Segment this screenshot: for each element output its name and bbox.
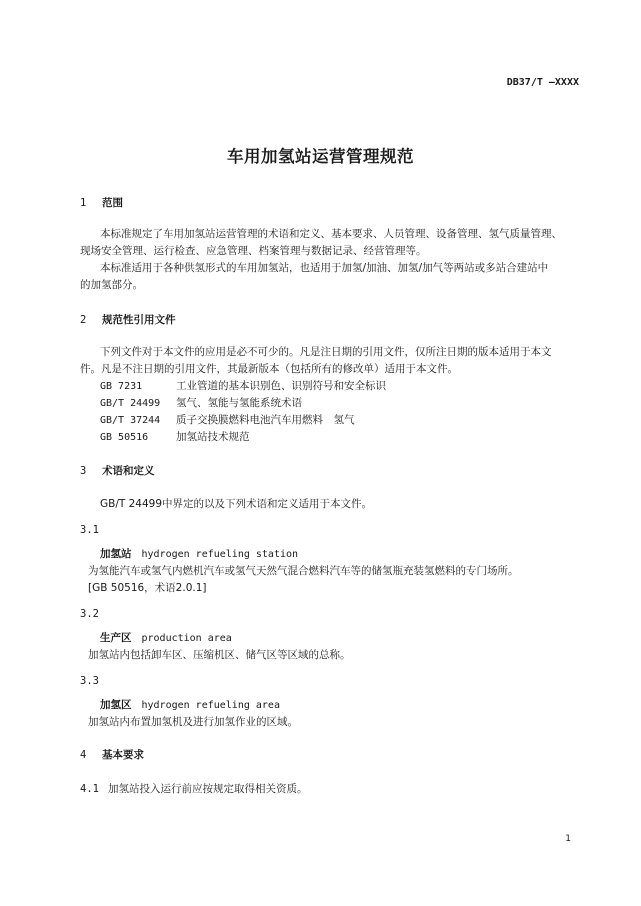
term-chinese: 加氢站	[100, 548, 132, 560]
reference-item	[100, 378, 386, 395]
term-english: hydrogen refueling area	[141, 700, 280, 711]
section-number: 3	[80, 465, 87, 477]
sec1-para1-line2: 现场安全管理、运行检查、应急管理、档案管理与数据记录、经营管理等。	[80, 245, 427, 257]
term-name	[100, 697, 280, 714]
term-source: [GB 50516，术语2.0.1]	[88, 582, 207, 594]
reference-item	[100, 412, 355, 429]
reference-title: 加氢站技术规范	[176, 431, 250, 443]
term-chinese: 生产区	[100, 632, 132, 644]
standard-code: DB37/T —XXXX	[506, 77, 579, 88]
reference-item	[100, 395, 302, 412]
sec1-para2-line1: 本标准适用于各种供氢形式的车用加氢站，也适用于加氢/加油、加氢/加气等两站或多站合建站中	[100, 262, 549, 274]
reference-title: 氢气、氢能与氢能系统术语	[176, 397, 302, 409]
reference-item	[100, 429, 250, 446]
term-number: 3.2	[80, 608, 99, 620]
page-number: 1	[565, 834, 571, 844]
reference-code: GB/T 37244	[100, 415, 161, 426]
term-english: production area	[141, 633, 232, 644]
clause-number: 4.1	[80, 783, 99, 795]
clause-4-1	[80, 781, 308, 798]
section-4-heading	[80, 747, 144, 762]
term-chinese: 加氢区	[100, 699, 132, 711]
section-1-heading	[80, 195, 123, 210]
section-title: 范围	[102, 197, 123, 209]
section-number: 2	[80, 314, 87, 326]
sec2-intro-line1: 下列文件对于本文件的应用是必不可少的。凡是注日期的引用文件，仅所注日期的版本适用于本文	[100, 346, 552, 358]
sec1-para2-line2: 的加氢部分。	[80, 279, 143, 291]
section-3-heading	[80, 463, 155, 478]
reference-code: GB 7231	[100, 381, 143, 392]
term-name	[100, 630, 232, 647]
term-definition: 加氢站内包括卸车区、压缩机区、储气区等区域的总称。	[88, 649, 351, 661]
section-title: 规范性引用文件	[102, 314, 176, 326]
term-number: 3.1	[80, 524, 99, 536]
document-title: 车用加氢站运营管理规范	[227, 147, 414, 166]
reference-code: GB 50516	[100, 432, 149, 443]
section-title: 术语和定义	[102, 465, 155, 477]
section-2-heading	[80, 312, 176, 327]
reference-title: 工业管道的基本识别色、识别符号和安全标识	[176, 380, 386, 392]
term-english: hydrogen refueling station	[141, 549, 299, 560]
term-definition: 加氢站内布置加氢机及进行加氢作业的区域。	[88, 716, 298, 728]
section-title: 基本要求	[102, 749, 144, 761]
reference-code: GB/T 24499	[100, 398, 161, 409]
clause-text: 加氢站投入运行前应按规定取得相关资质。	[108, 783, 308, 795]
section-number: 1	[80, 197, 87, 209]
sec1-para1-line1: 本标准规定了车用加氢站运营管理的术语和定义、基本要求、人员管理、设备管理、氢气质量管理、	[100, 228, 562, 240]
reference-title: 质子交换膜燃料电池汽车用燃料 氢气	[176, 414, 355, 426]
term-definition: 为氢能汽车或氢气内燃机汽车或氢气天然气混合燃料汽车等的储氢瓶充装氢燃料的专门场所。	[88, 565, 519, 577]
section-number: 4	[80, 749, 87, 761]
sec2-intro-line2: 件。凡是不注日期的引用文件，其最新版本（包括所有的修改单）适用于本文件。	[80, 363, 458, 375]
term-number: 3.3	[80, 675, 99, 687]
term-name	[100, 546, 298, 563]
sec3-intro: GB/T 24499中界定的以及下列术语和定义适用于本文件。	[100, 498, 373, 510]
